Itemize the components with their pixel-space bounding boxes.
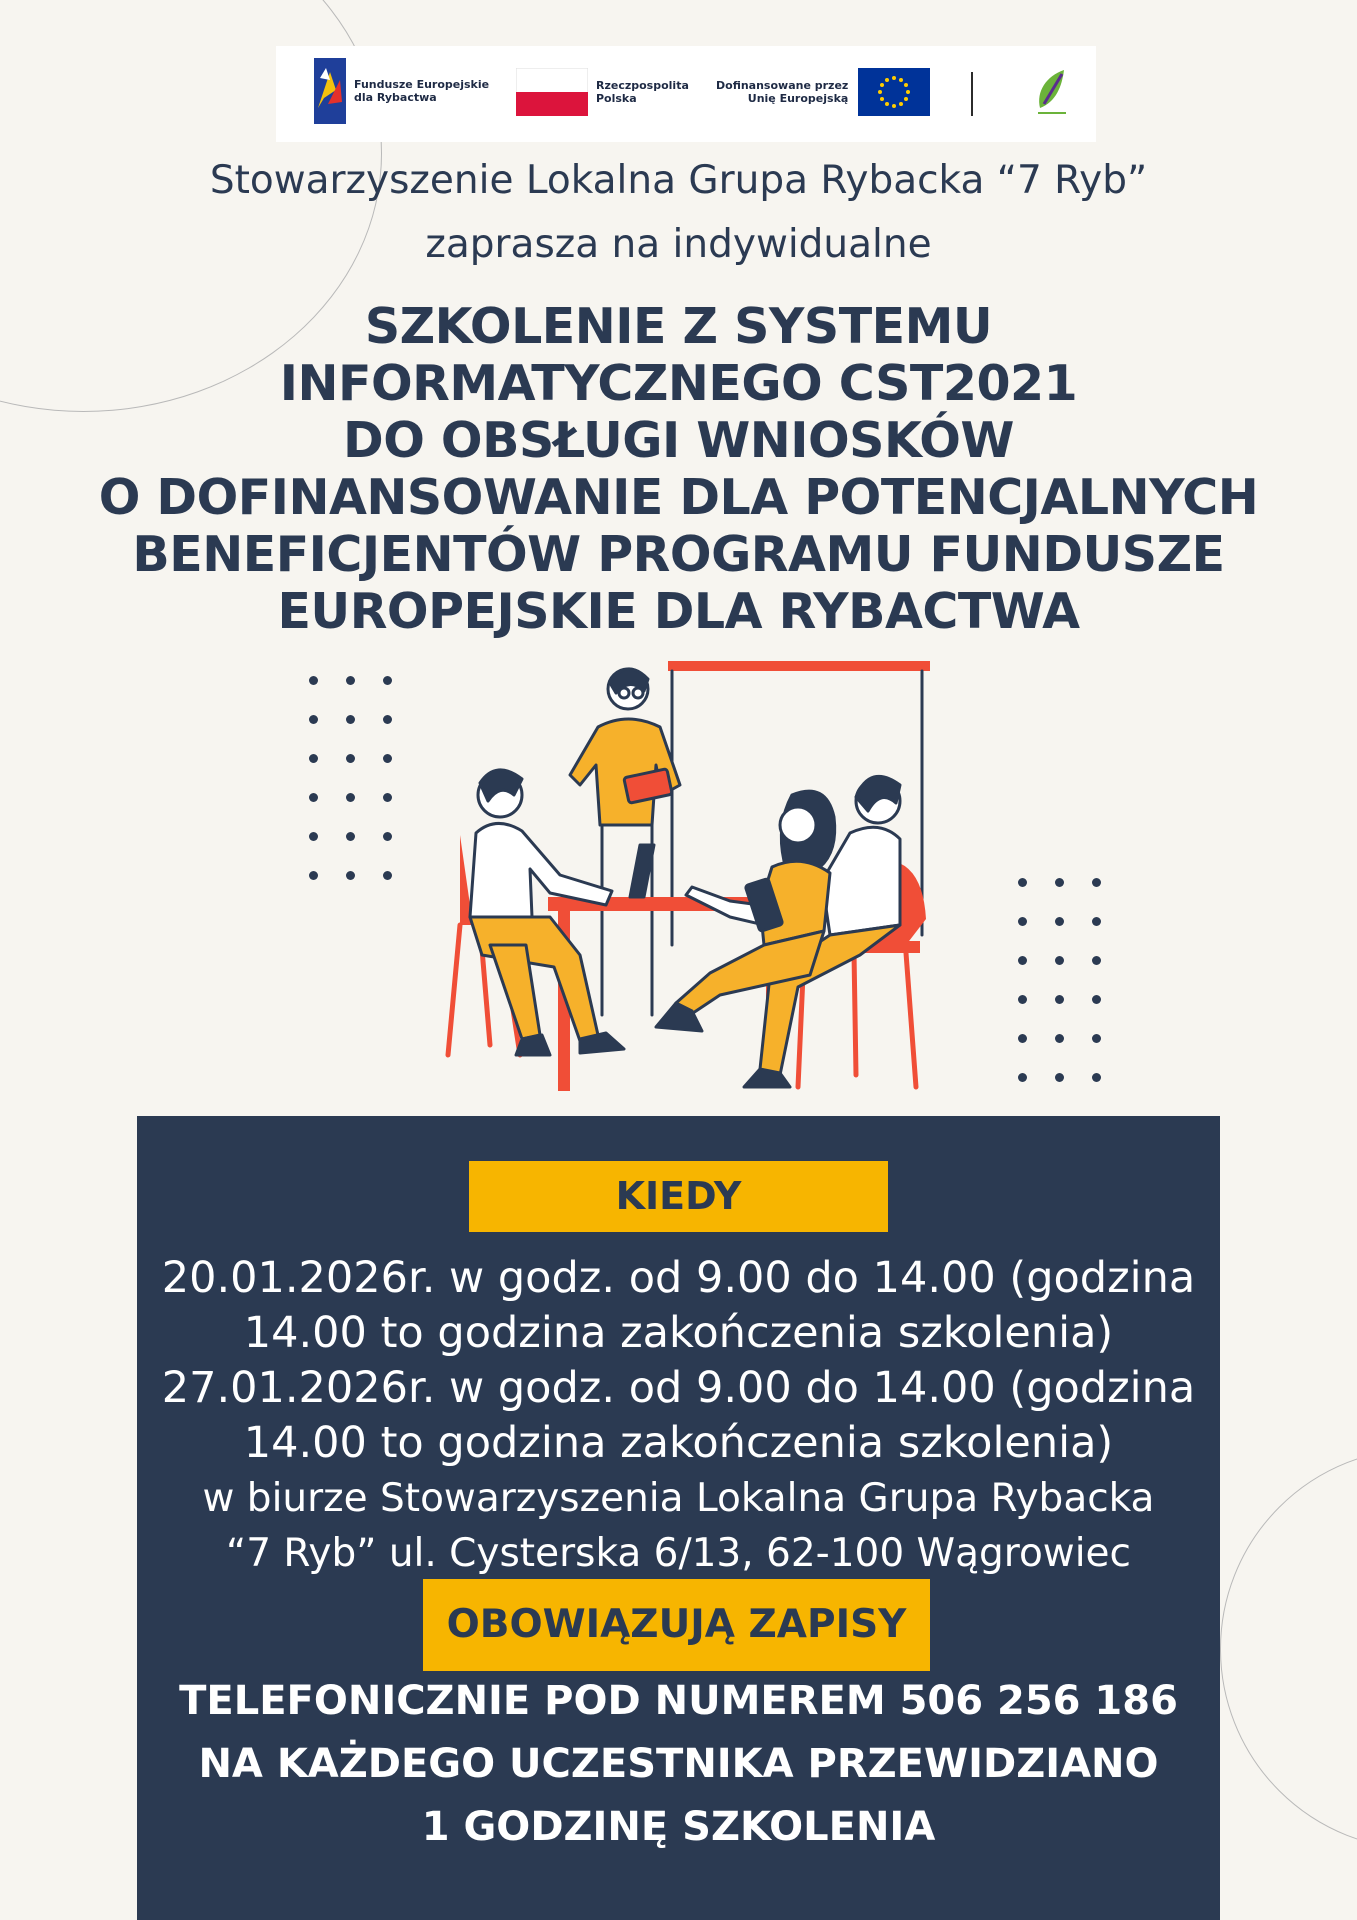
decorative-circle-right [1220,1448,1357,1850]
lgr-logo [1032,64,1072,120]
when-line-6: “7 Ryb” ul. Cysterska 6/13, 62-100 Wągrowiec [226,1531,1131,1576]
signup-details [137,1670,1220,1859]
logo-divider [971,72,973,116]
dot-grid-right [1018,878,1101,1082]
when-tag: KIEDY [469,1161,888,1232]
when-line-2: 14.00 to godzina zakończenia szkolenia) [243,1308,1114,1358]
headline-line-4: O DOFINANSOWANIE DLA POTENCJALNYCH [98,469,1259,526]
funds-label-line1: Fundusze Europejskie [354,78,490,91]
headline-line-5: BENEFICJENTÓW PROGRAMU FUNDUSZE [132,526,1225,583]
when-line-4: 14.00 to godzina zakończenia szkolenia) [243,1418,1114,1468]
meeting-illustration [430,655,950,1095]
poland-logo [516,68,689,116]
poland-label-line2: Polska [596,92,637,105]
logo-bar [276,46,1096,142]
intro-line-1: Stowarzyszenie Lokalna Grupa Rybacka “7 Ryb” [209,158,1148,203]
when-details [137,1251,1220,1581]
eu-logo [716,68,930,116]
dot-grid-left [309,676,392,880]
eu-label-line2: Unię Europejską [747,92,849,105]
headline-line-6: EUROPEJSKIE DLA RYBACTWA [277,583,1080,640]
headline [0,298,1357,640]
headline-line-3: DO OBSŁUGI WNIOSKÓW [343,412,1014,469]
funds-logo [314,58,489,124]
eu-label-line1: Dofinansowane przez [716,79,849,92]
funds-label-line2: dla Rybactwa [354,91,437,104]
eu-flag-icon [858,68,930,116]
lgr-leaf-logo-icon [1032,64,1072,120]
when-line-1: 20.01.2026r. w godz. od 9.00 do 14.00 (godzina [161,1253,1196,1303]
when-line-5: w biurze Stowarzyszenia Lokalna Grupa Rybacka [202,1476,1155,1521]
headline-line-2: INFORMATYCZNEGO CST2021 [279,355,1078,412]
signup-line-3: 1 GODZINĘ SZKOLENIA [421,1804,936,1850]
intro-line-2: zaprasza na indywidualne [425,222,932,267]
signup-tag: OBOWIĄZUJĄ ZAPISY [423,1579,930,1671]
signup-line-2: NA KAŻDEGO UCZESTNIKA PRZEWIDZIANO [198,1741,1159,1787]
when-line-3: 27.01.2026r. w godz. od 9.00 do 14.00 (godzina [161,1363,1196,1413]
poland-label-line1: Rzeczpospolita [596,79,689,92]
funds-emblem-icon [314,58,346,124]
headline-line-1: SZKOLENIE Z SYSTEMU [364,298,993,355]
signup-line-1: TELEFONICZNIE POD NUMEREM 506 256 186 [179,1678,1178,1724]
poland-flag-icon [516,68,588,116]
